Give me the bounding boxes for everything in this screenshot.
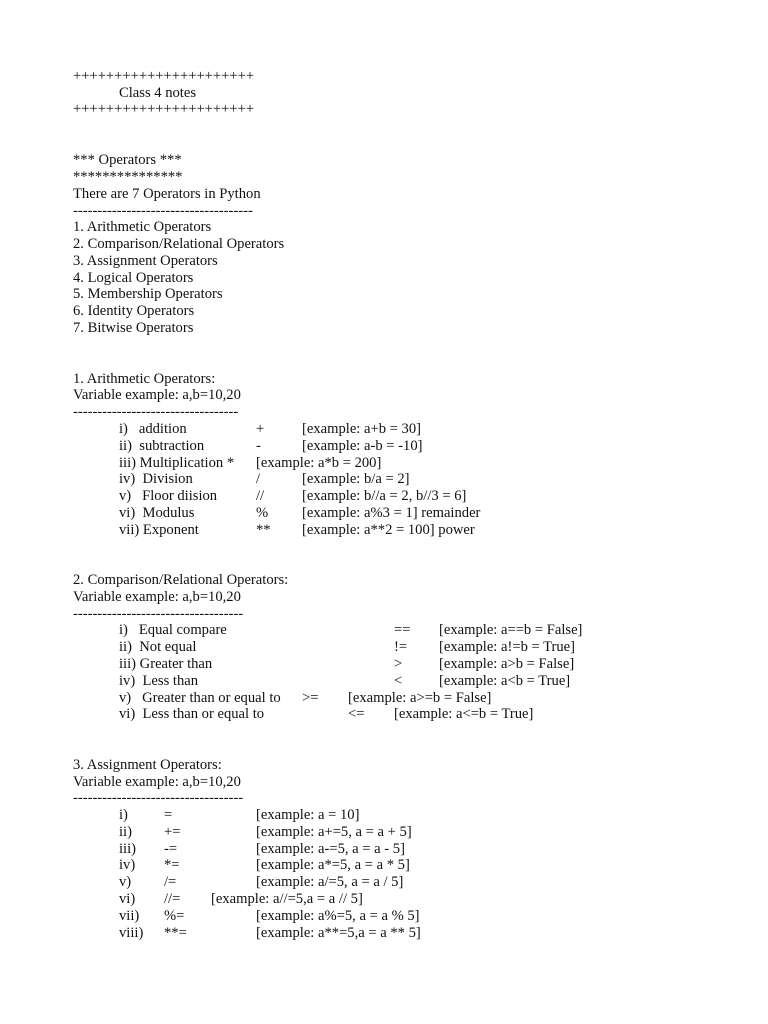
arithmetic-dashes: ----------------------------------	[73, 404, 239, 420]
operator-symbol: -	[256, 438, 261, 454]
arithmetic-variables: Variable example: a,b=10,20	[73, 387, 241, 403]
operator-example: [example: a*=5, a = a * 5]	[256, 857, 410, 873]
row-number: vii)	[119, 908, 140, 924]
operator-example: [example: a*b = 200]	[256, 455, 382, 471]
operator-symbol: >	[394, 656, 403, 672]
list-item: 1. Arithmetic Operators	[73, 219, 212, 235]
operator-example: [example: a**=5,a = a ** 5]	[256, 925, 421, 941]
operator-label: iii) Greater than	[119, 656, 213, 672]
list-item: 3. Assignment Operators	[73, 253, 218, 269]
assignment-heading: 3. Assignment Operators:	[73, 757, 222, 773]
arithmetic-heading: 1. Arithmetic Operators:	[73, 371, 216, 387]
row-number: iii)	[119, 841, 137, 857]
operator-example: [example: a<=b = True]	[394, 706, 534, 722]
row-number: i)	[119, 807, 128, 823]
comparison-dashes: -----------------------------------	[73, 606, 244, 622]
header-border-top: ++++++++++++++++++++++	[73, 68, 255, 84]
operator-label: vi) Modulus	[119, 505, 195, 521]
row-number: iv)	[119, 857, 136, 873]
operator-symbol: -=	[164, 841, 178, 857]
operator-symbol: ==	[394, 622, 411, 638]
operator-symbol: %	[256, 505, 269, 521]
operator-symbol: //	[256, 488, 265, 504]
operator-symbol: =	[164, 807, 173, 823]
operators-stars: ***************	[73, 169, 183, 185]
operator-example: [example: a!=b = True]	[439, 639, 576, 655]
comparison-variables: Variable example: a,b=10,20	[73, 589, 241, 605]
row-number: ii)	[119, 824, 132, 840]
operator-label: v) Floor diision	[119, 488, 218, 504]
comparison-heading: 2. Comparison/Relational Operators:	[73, 572, 289, 588]
operator-symbol: <=	[348, 706, 365, 722]
operator-symbol: %=	[164, 908, 185, 924]
assignment-variables: Variable example: a,b=10,20	[73, 774, 241, 790]
operator-example: [example: b/a = 2]	[302, 471, 410, 487]
operator-example: [example: a**2 = 100] power	[302, 522, 475, 538]
operator-example: [example: a>=b = False]	[348, 690, 492, 706]
operator-example: [example: a+=5, a = a + 5]	[256, 824, 412, 840]
page-title: Class 4 notes	[119, 85, 197, 101]
operator-symbol: **	[256, 522, 271, 538]
operator-symbol: +=	[164, 824, 181, 840]
operator-label: ii) subtraction	[119, 438, 205, 454]
operator-label: i) Equal compare	[119, 622, 227, 638]
operator-label: vii) Exponent	[119, 522, 199, 538]
operator-symbol: //=	[164, 891, 181, 907]
operator-label: vi) Less than or equal to	[119, 706, 265, 722]
row-number: vi)	[119, 891, 136, 907]
operator-symbol: *=	[164, 857, 180, 873]
operator-example: [example: a = 10]	[256, 807, 360, 823]
operator-example: [example: a==b = False]	[439, 622, 583, 638]
list-item: 7. Bitwise Operators	[73, 320, 194, 336]
list-item: 6. Identity Operators	[73, 303, 195, 319]
operators-heading: *** Operators ***	[73, 152, 182, 168]
operator-symbol: /=	[164, 874, 177, 890]
operator-example: [example: a>b = False]	[439, 656, 575, 672]
operator-symbol: >=	[302, 690, 319, 706]
operator-label: iii) Multiplication *	[119, 455, 235, 471]
row-number: viii)	[119, 925, 144, 941]
operator-symbol: <	[394, 673, 403, 689]
operator-label: i) addition	[119, 421, 187, 437]
operator-example: [example: a-=5, a = a - 5]	[256, 841, 405, 857]
operator-label: ii) Not equal	[119, 639, 197, 655]
operator-symbol: !=	[394, 639, 408, 655]
list-item: 2. Comparison/Relational Operators	[73, 236, 285, 252]
operators-intro-line: There are 7 Operators in Python	[73, 186, 261, 202]
operator-example: [example: a/=5, a = a / 5]	[256, 874, 404, 890]
operator-example: [example: a%3 = 1] remainder	[302, 505, 481, 521]
assignment-dashes: -----------------------------------	[73, 790, 244, 806]
operator-label: iv) Division	[119, 471, 193, 487]
operator-label: v) Greater than or equal to	[119, 690, 281, 706]
list-item: 5. Membership Operators	[73, 286, 223, 302]
operator-symbol: /	[256, 471, 261, 487]
operator-example: [example: a%=5, a = a % 5]	[256, 908, 420, 924]
operator-example: [example: a-b = -10]	[302, 438, 423, 454]
header-border-bottom: ++++++++++++++++++++++	[73, 101, 255, 117]
operators-dashes: -------------------------------------	[73, 203, 253, 219]
operator-example: [example: a+b = 30]	[302, 421, 421, 437]
operator-example: [example: b//a = 2, b//3 = 6]	[302, 488, 467, 504]
operator-symbol: +	[256, 421, 265, 437]
operator-example: [example: a//=5,a = a // 5]	[211, 891, 363, 907]
operator-example: [example: a<b = True]	[439, 673, 571, 689]
operator-symbol: **=	[164, 925, 187, 941]
operator-label: iv) Less than	[119, 673, 199, 689]
row-number: v)	[119, 874, 132, 890]
list-item: 4. Logical Operators	[73, 270, 194, 286]
